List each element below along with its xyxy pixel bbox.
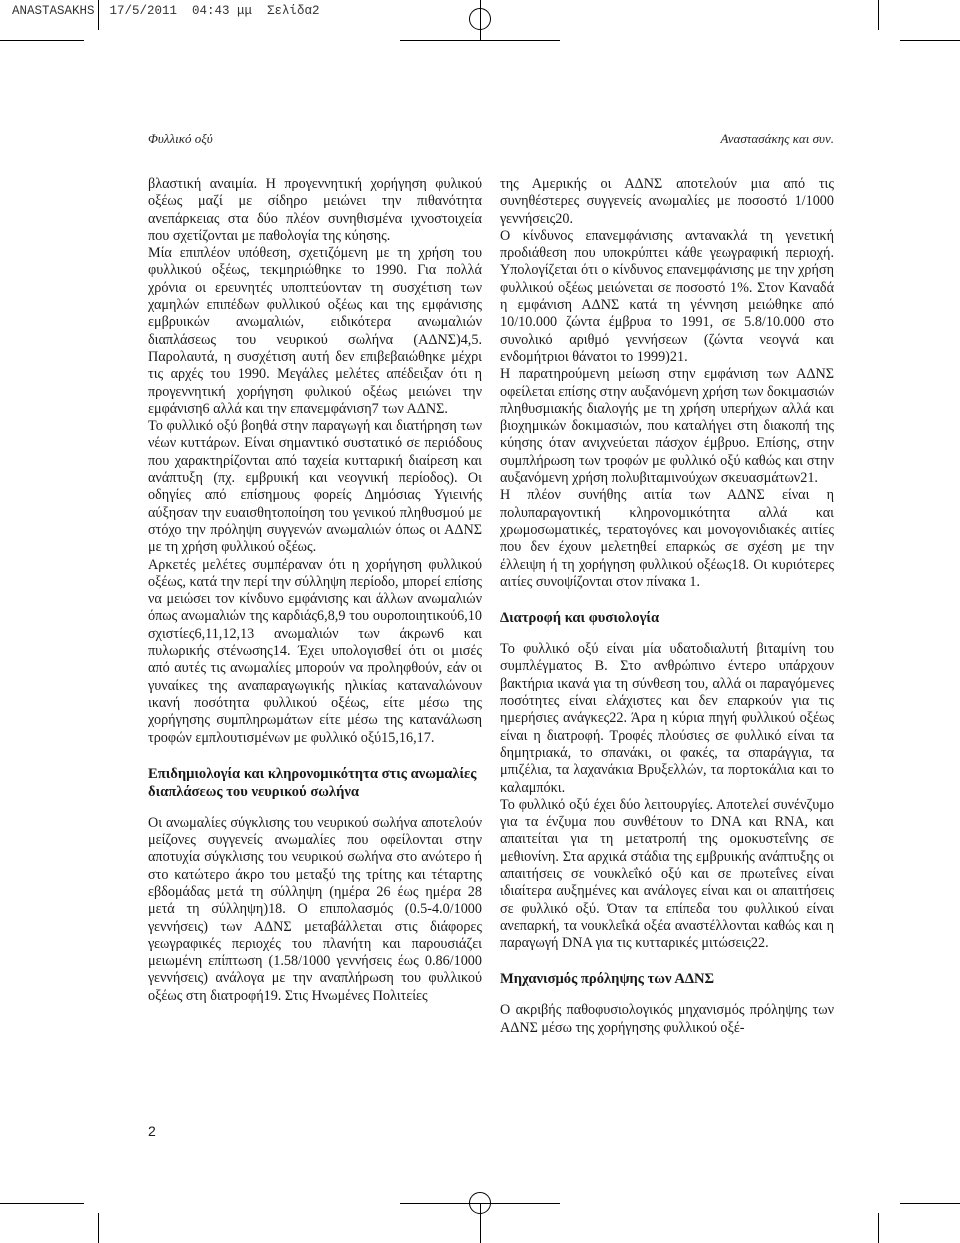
paragraph: Η πλέον συνήθης αιτία των ΑΔΝΣ είναι η πολυπαραγοντική κληρονομικότητα αλλά και χρωμοσωματικές, τερατογόνες και μονογονιδιακές αιτίες που δεν έχουν μελετηθεί επαρκώς σε σχέση με την έλλειψη ή τη χορήγηση φυλλικού οξέως18. Οι κυριότερες αιτίες συνοψίζονται στον πίνακα 1. <box>500 487 834 590</box>
crop-mark <box>98 1213 99 1243</box>
paragraph: Το φυλλικό οξύ είναι μία υδατοδιαλυτή βιταμίνη του συμπλέγματος Β. Στο ανθρώπινο έντερο υπάρχουν βακτήρια ικανά για τη σύνθεση του, αλλά οι παραγόμενες ποσότητες είναι ελάχιστες και δεν επαρκούν για τις ημερήσιες ανάγκες22. Άρα η κύρια πηγή φυλλικού οξέως είναι η διατροφή. Τροφές πλούσιες σε φυλλικό είναι τα δημητριακά, το σπανάκι, οι φακές, τα σπαράγγια, τα μπιζέλια, τα λαχανάκια Βρυξελλών, τα πορτοκάλια και το καλαμπόκι. <box>500 641 834 796</box>
paragraph: βλαστική αναιμία. Η προγεννητική χορήγηση φυλικού οξέως μαζί με σίδηρο μειώνει την πιθανότητα ανεπάρκειας στα δύο πλέον συνηθισμένα ιχνοστοιχεία που σχετίζονται με παθολογία της κύησης. <box>148 176 482 244</box>
print-slug: ANASTASAKHS 17/5/2011 04:43 μμ Σελίδα2 <box>12 4 320 18</box>
crop-mark <box>900 1203 960 1204</box>
crop-mark <box>878 1213 879 1243</box>
section-heading: Διατροφή και φυσιολογία <box>500 610 660 627</box>
paragraph: Το φυλλικό οξύ έχει δύο λειτουργίες. Αποτελεί συνένζυμο για τα ένζυμα που συνθέτουν το DNA και RNA, και απαιτείται για τη μετατροπή της ομοκυστεΐνης σε μεθιονίνη. Στα αρχικά στάδια της εμβρυικής ανάπτυξης οι απαιτήσεις σε νουκλεΐκό οξύ και σε πρωτεΐνες είναι ιδιαίτερα αυξημένες και ανάλογες είναι και οι απαιτήσεις σε φυλλικό οξύ. Όταν τα επίπεδα του φυλλικού είναι ανεπαρκή, τα νουκλεΐκά οξέα αναστέλλονται καθώς και η παραγωγή DNA για τις κυτταρικές μιτώσεις22. <box>500 796 834 952</box>
left-column <box>148 176 482 1005</box>
paragraph: Ο ακριβής παθοφυσιολογικός μηχανισμός πρόληψης των ΑΔΝΣ μέσω της χορήγησης φυλλικού οξέ- <box>500 1002 834 1036</box>
section-heading: Μηχανισμός πρόληψης των ΑΔΝΣ <box>500 971 715 988</box>
paragraph: Η παρατηρούμενη μείωση στην εμφάνιση των ΑΔΝΣ οφείλεται επίσης στην αυξανόμενη χρήση των δοκιμασιών πληθυσμιακής διαλογής με τη χρήση υπερήχων αλλά και βιοχημικών δοκιμασιών, που καταλήγει στη διακοπή της κύησης όταν ανιχνεύεται πάσχον έμβρυο. Επίσης, στην συμπλήρωση των τροφών με φυλλικό οξύ καθώς και στην αυξανόμενη χρήση πολυβιταμινούχων σκευασμάτων21. <box>500 366 834 487</box>
registration-mark <box>469 1192 491 1214</box>
crop-mark <box>0 40 84 41</box>
running-head-left: Φυλλικό οξύ <box>148 131 213 146</box>
paragraph: της Αμερικής οι ΑΔΝΣ αποτελούν μια από τις συνηθέστερες συγγενείς ανωμαλίες με ποσοστό 1/1000 γεννήσεις20. <box>500 176 834 227</box>
paragraph: Οι ανωμαλίες σύγκλισης του νευρικού σωλήνα αποτελούν μείζονες συγγενείς ανωμαλίες που οφείλονται στην αποτυχία σύγκλισης του νευρικού σωλήνα στο ανώτερο ή στο κατώτερο άκρο του μεταξύ της τρίτης και τέταρτης εβδομάδας μετά τη σύλληψη (ημέρα 26 έως ημέρα 28 μετά τη σύλληψη)18. Ο επιπολασμός (0.5-4.0/1000 γεννήσεις) των ΑΔΝΣ μεταβάλλεται στις διάφορες γεωγραφικές περιοχές του πλανήτη και παρουσιάζει μειωμένη επίπτωση (1.58/1000 γεννήσεις έως 0.86/1000 γεννήσεις) ανάλογα με την αναπλήρωση του φυλλικού οξέως στη διατροφή19. Στις Ηνωμένες Πολιτείες <box>148 814 482 1004</box>
section-heading: Επιδημιολογία και κληρονομικότητα στις ανωμαλίες διαπλάσεως του νευρικού σωλήνα <box>148 765 477 800</box>
running-head-right: Αναστασάκης και συν. <box>720 131 834 146</box>
crop-mark <box>0 1203 84 1204</box>
crop-mark <box>878 0 879 30</box>
crop-mark <box>400 40 560 41</box>
paragraph: Ο κίνδυνος επανεμφάνισης αντανακλά τη γενετική προδιάθεση που υποκρύπτει κάθε γεωγραφική περιοχή. Υπολογίζεται ότι ο κίνδυνος επανεμφάνισης με την χρήση φυλλικού οξέως μειώνεται σε ποσοστό 1%. Στον Καναδά η εμφάνιση ΑΔΝΣ κατά τη γέννηση μειώθηκε από 10/10.000 ζώντα έμβρυα το 1991, σε 5.8/10.000 στο συνολικό αριθμό γεννήσεων (ζώντα νεογνά και ενδομήτριοι θάνατοι το 1999)21. <box>500 227 834 365</box>
registration-mark <box>469 8 491 30</box>
paragraph: Το φυλλικό οξύ βοηθά στην παραγωγή και διατήρηση των νέων κυττάρων. Είναι σημαντικό συστατικό σε περιόδους που χαρακτηρίζονται από ταχεία κυτταρική διαίρεση και ανάπτυξη (πχ. εμβρυική και νεογνική περίοδος). Οι οδηγίες από επίσημους φορείς Δημόσιας Υγιεινής αύξησαν την ευαισθητοποίηση του γενικού πληθυσμού με στόχο την πρόληψη συγγενών ανωμαλιών όπως οι ΑΔΝΣ με τη χρήση φυλλικού οξέως. <box>148 418 482 556</box>
paragraph: Αρκετές μελέτες συμπέραναν ότι η χορήγηση φυλλικού οξέως, κατά την περί την σύλληψη περίοδο, μπορεί επίσης να μειώσει τον κίνδυνο εμφάνισης και άλλων ανωμαλιών όπως ανωμαλιών της καρδιάς6,8,9 του ουροποιητικού6,10 σχιστίες6,11,12,13 ανωμαλιών των άκρων6 και πυλωρικής στένωσης14. Έχει υπολογισθεί ότι οι μισές από αυτές τις ανωμαλίες μπορούν να προληφθούν, εάν οι γυναίκες της αναπαραγωγικής ηλικίας καταναλώνουν ικανή ποσότητα φυλλικού οξέως, είτε μέσω της χορήγησης συμπληρωμάτων είτε μέσω της κατανάλωση τροφών εμπλουτισμένων με φυλλικό οξύ15,16,17. <box>148 556 482 746</box>
page-number: 2 <box>148 1123 156 1139</box>
right-column <box>500 176 834 1037</box>
crop-mark <box>900 40 960 41</box>
paragraph: Μία επιπλέον υπόθεση, σχετιζόμενη με τη χρήση του φυλλικού οξέως, τεκμηριώθηκε το 1990. Για πολλά χρόνια οι ερευνητές υποπτεύονταν τη συσχέτιση των χαμηλών επιπέδων φυλλικού οξέως και της εμφάνισης εμβρυικών ανωμαλιών, ειδικότερα ανωμαλιών διαπλάσεως του νευρικού σωλήνα (ΑΔΝΣ)4,5. Παρολαυτά, η συσχέτιση αυτή δεν επιβεβαιώθηκε μέχρι τις αρχές του 1990. Μεγάλες μελέτες απέδειξαν ότι η προγεννητική χορήγηση φυλικού οξέως μειώνει την εμφάνιση6 αλλά και την επανεμφάνιση7 των ΑΔΝΣ. <box>148 245 482 417</box>
